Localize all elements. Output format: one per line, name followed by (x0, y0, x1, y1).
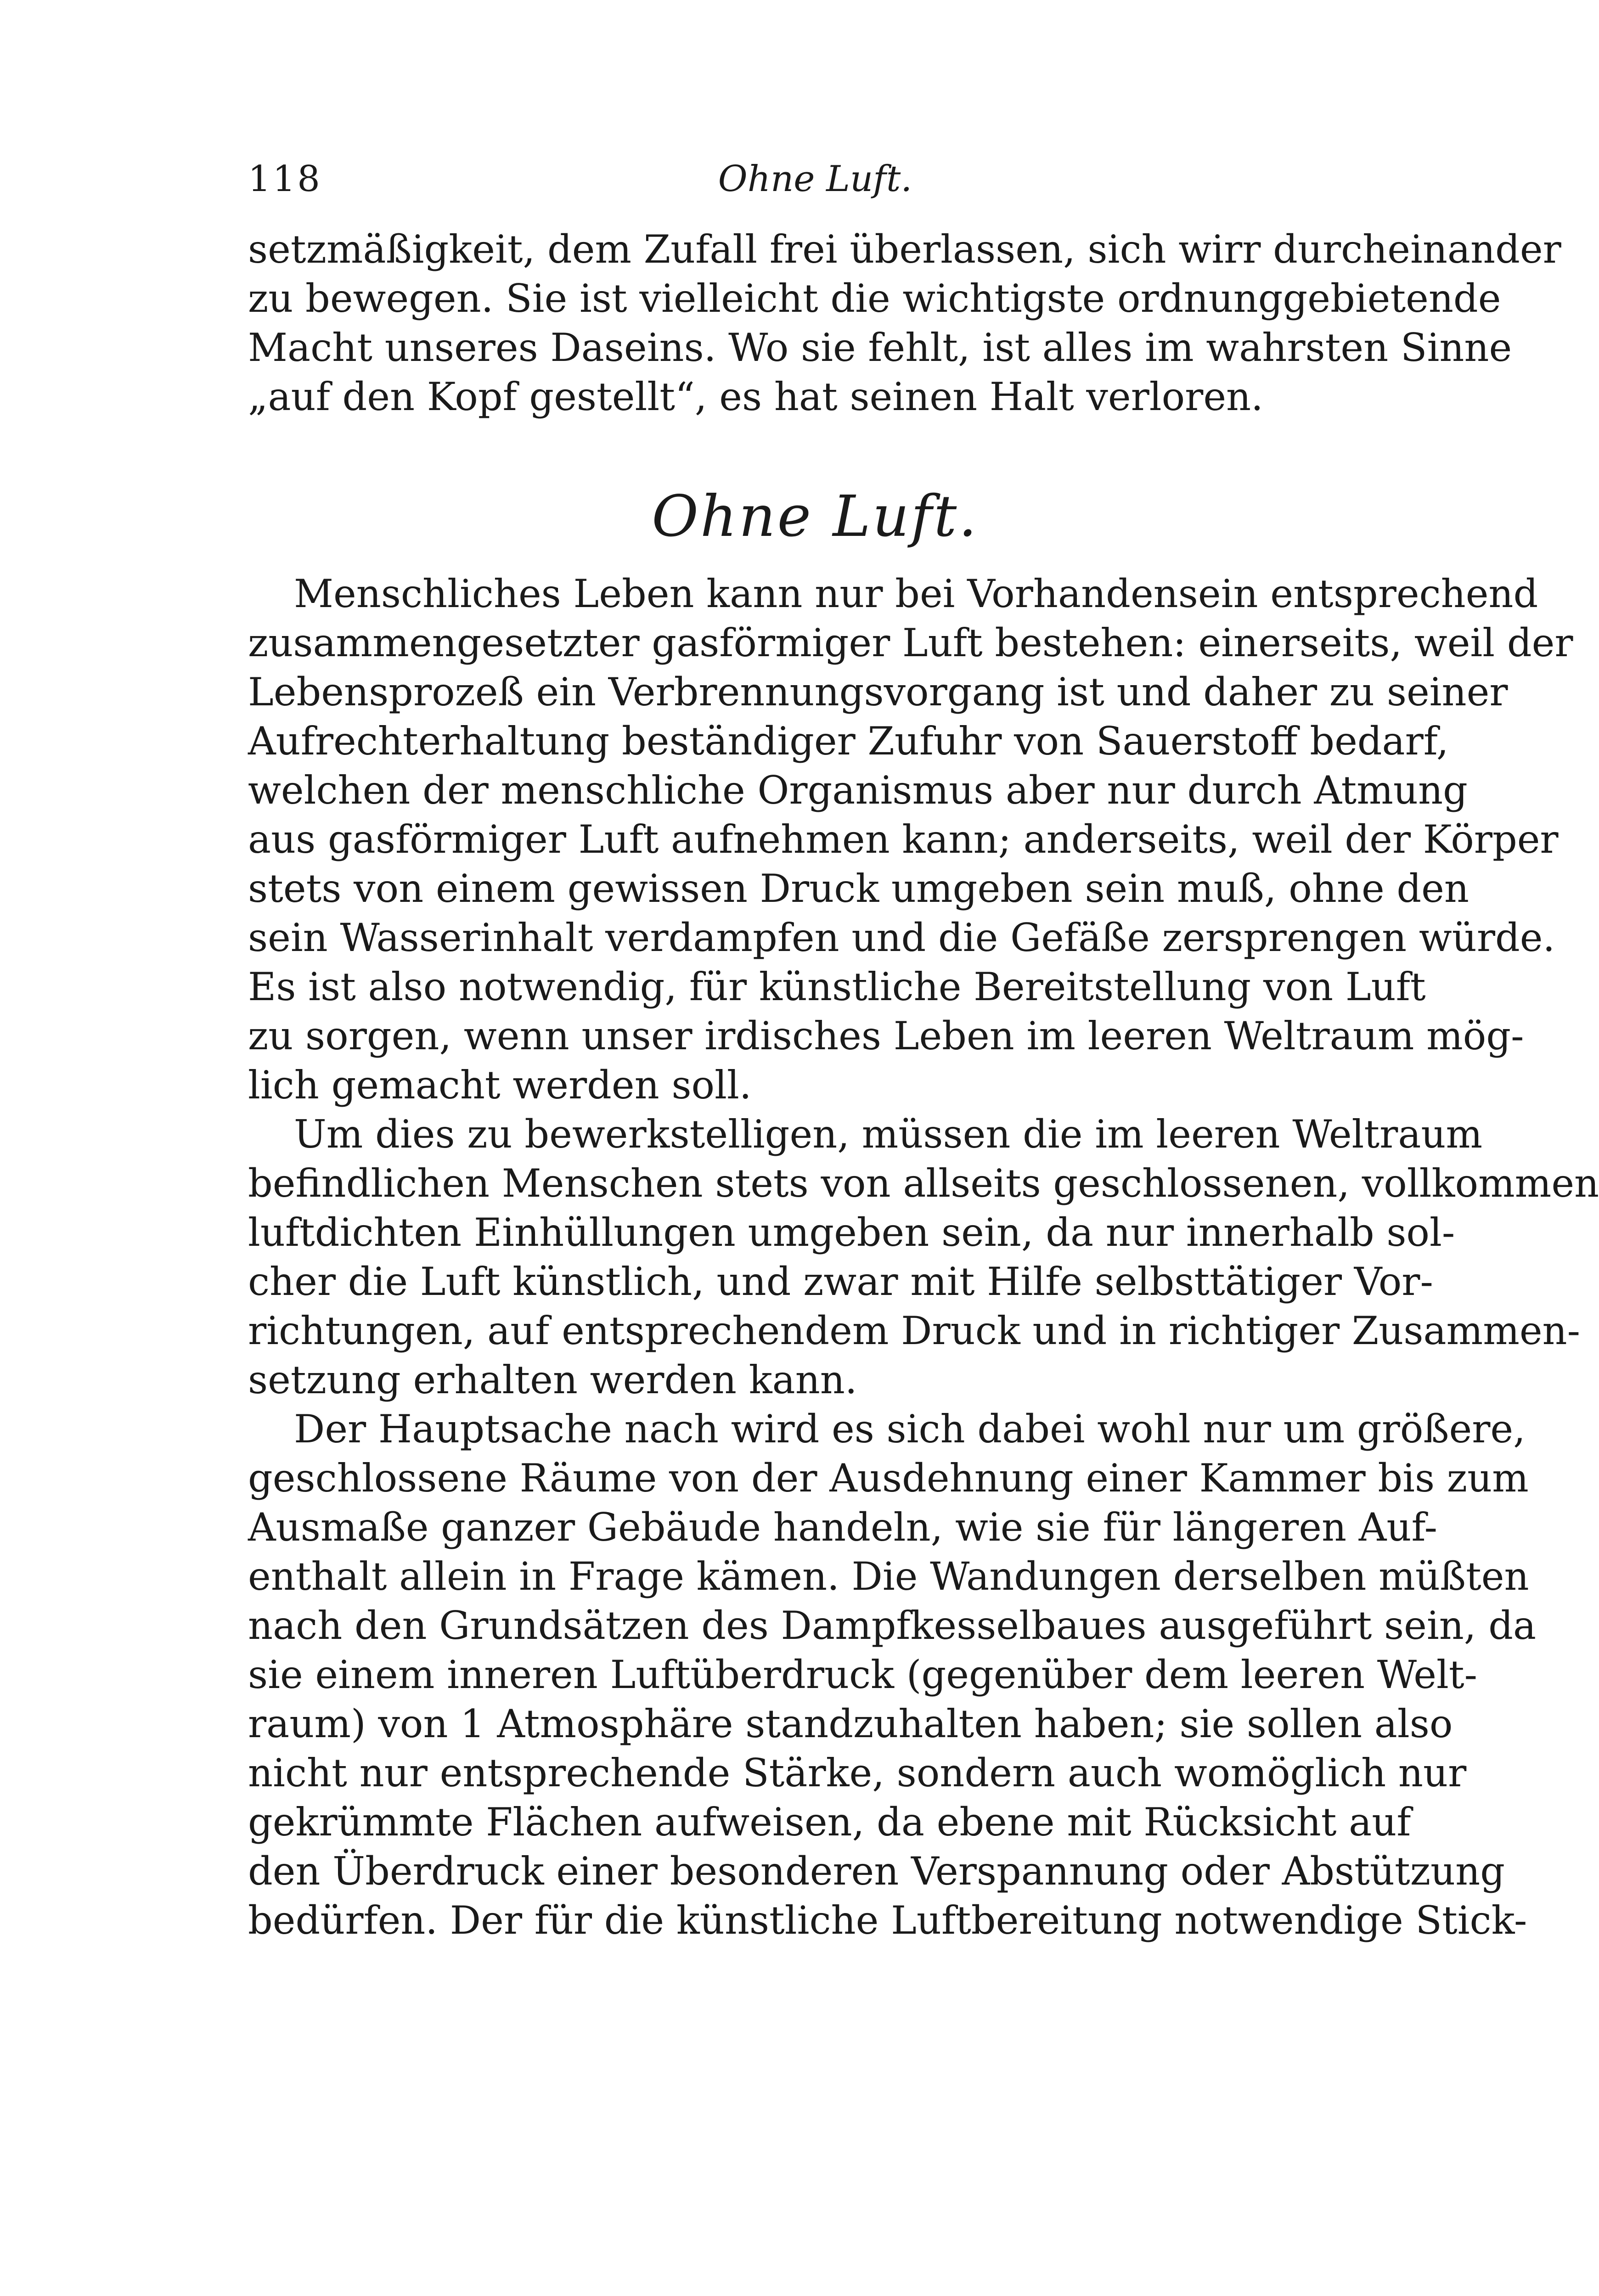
paragraph-1 (248, 569, 1573, 1110)
text-line: zu sorgen, wenn unser irdisches Leben im leeren Weltraum mög- (248, 1013, 1524, 1058)
page-header (248, 152, 1382, 207)
text-line: Aufrechterhaltung beständiger Zufuhr von Sauerstoff bedarf, (248, 719, 1449, 764)
text-line: stets von einem gewissen Druck umgeben sein muß, ohne den (248, 866, 1469, 911)
text-line: Menschliches Leben kann nur bei Vorhandensein entsprechend (294, 571, 1538, 616)
text-line: Um dies zu bewerkstelligen, müssen die im leeren Weltraum (294, 1112, 1483, 1157)
text-line: Es ist also notwendig, für künstliche Bereitstellung von Luft (248, 964, 1426, 1009)
text-line: lich gemacht werden soll. (248, 1063, 752, 1108)
text-line: „auf den Kopf gestellt“, es hat seinen Halt verloren. (248, 374, 1263, 419)
paragraph-3 (248, 1405, 1537, 1945)
paragraph-2 (248, 1110, 1599, 1405)
text-line: bedürfen. Der für die künstliche Luftbereitung notwendige Stick- (248, 1898, 1527, 1943)
text-line: aus gasförmiger Luft aufnehmen kann; anderseits, weil der Körper (248, 817, 1559, 862)
text-line: Ausmaße ganzer Gebäude handeln, wie sie für längeren Auf- (248, 1505, 1438, 1550)
text-line: Macht unseres Daseins. Wo sie fehlt, ist alles im wahrsten Sinne (248, 325, 1512, 370)
text-line: befindlichen Menschen stets von allseits geschlossenen, vollkommen (248, 1161, 1599, 1206)
text-line: sein Wasserinhalt verdampfen und die Gefäße zersprengen würde. (248, 915, 1555, 960)
text-line: den Überdruck einer besonderen Verspannung oder Abstützung (248, 1849, 1505, 1894)
section-body (248, 569, 1599, 1945)
text-line: zu bewegen. Sie ist vielleicht die wichtigste ordnunggebietende (248, 276, 1501, 321)
text-line: geschlossene Räume von der Ausdehnung einer Kammer bis zum (248, 1456, 1529, 1501)
text-line: sie einem inneren Luftüberdruck (gegenüber dem leeren Welt- (248, 1652, 1477, 1697)
text-line: nach den Grundsätzen des Dampfkesselbaues ausgeführt sein, da (248, 1603, 1537, 1648)
text-line: cher die Luft künstlich, und zwar mit Hilfe selbsttätiger Vor- (248, 1259, 1433, 1304)
text-line: welchen der menschliche Organismus aber nur durch Atmung (248, 768, 1468, 813)
text-line: gekrümmte Flächen aufweisen, da ebene mit Rücksicht auf (248, 1800, 1411, 1845)
text-line: setzung erhalten werden kann. (248, 1357, 857, 1402)
text-line: enthalt allein in Frage kämen. Die Wandungen derselben müßten (248, 1554, 1529, 1599)
page-number: 118 (248, 158, 322, 200)
intro-paragraph (248, 225, 1561, 422)
text-line: nicht nur entsprechende Stärke, sondern auch womöglich nur (248, 1750, 1467, 1795)
text-line: setzmäßigkeit, dem Zufall frei überlassen, sich wirr durcheinander (248, 227, 1561, 272)
running-title: Ohne Luft. (718, 158, 912, 200)
text-line: Lebensprozeß ein Verbrennungsvorgang ist und daher zu seiner (248, 670, 1508, 715)
text-line: luftdichten Einhüllungen umgeben sein, da nur innerhalb sol- (248, 1210, 1455, 1255)
text-line: Der Hauptsache nach wird es sich dabei wohl nur um größere, (294, 1407, 1526, 1452)
text-line: raum) von 1 Atmosphäre standzuhalten haben; sie sollen also (248, 1701, 1453, 1746)
text-line: zusammengesetzter gasförmiger Luft bestehen: einerseits, weil der (248, 620, 1573, 665)
text-line: richtungen, auf entsprechendem Druck und in richtiger Zusammen- (248, 1308, 1581, 1353)
section-title: Ohne Luft. (652, 484, 979, 550)
